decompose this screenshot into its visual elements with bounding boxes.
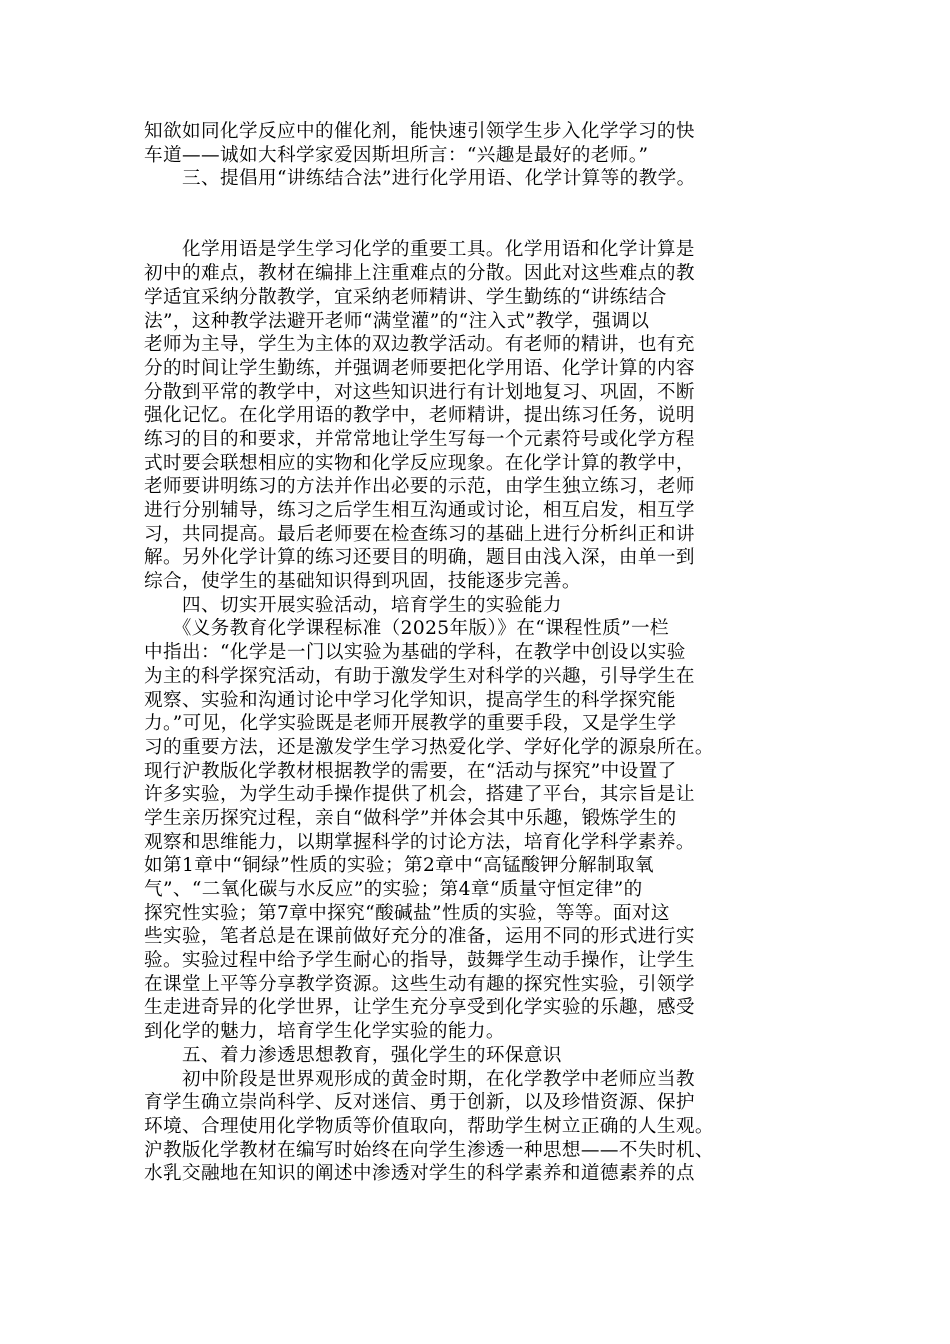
text-line: 探究性实验；第7章中探究“酸碱盐”性质的实验，等等。面对这 (144, 902, 670, 924)
text-line: 为主的科学探究活动，有助于激发学生对科学的兴趣，引导学生在 (144, 665, 695, 687)
text-line: 《义务教育化学课程标准（2025年版）》在“课程性质”一栏 (144, 618, 669, 640)
text-line: 环境、合理使用化学物质等价值取向，帮助学生树立正确的人生观。 (144, 1115, 714, 1137)
text-line: 老师要讲明练习的方法并作出必要的示范，由学生独立练习，老师 (144, 476, 695, 498)
text-line: 式时要会联想相应的实物和化学反应现象。在化学计算的教学中， (144, 452, 695, 474)
blank-line (144, 215, 804, 239)
text-line: 强化记忆。在化学用语的教学中，老师精讲，提出练习任务，说明 (144, 405, 695, 427)
text-line: 综合，使学生的基础知识得到巩固，技能逐步完善。 (144, 571, 581, 593)
text-line: 分的时间让学生勤练，并强调老师要把化学用语、化学计算的内容 (144, 357, 695, 379)
text-line: 学适宜采纳分散教学，宜采纳老师精讲、学生勤练的“讲练结合 (144, 286, 667, 308)
text-line: 些实验，笔者总是在课前做好充分的准备，运用不同的形式进行实 (144, 926, 695, 948)
text-line: 力。”可见，化学实验既是老师开展教学的重要手段，又是学生学 (144, 713, 677, 735)
body-text (144, 120, 804, 1186)
text-line: 知欲如同化学反应中的催化剂，能快速引领学生步入化学学习的快 (144, 121, 695, 142)
text-line: 老师为主导，学生为主体的双边教学活动。有老师的精讲，也有充 (144, 334, 695, 356)
text-line: 解。另外化学计算的练习还要目的明确，题目由浅入深，由单一到 (144, 547, 695, 569)
text-line: 车道——诚如大科学家爱因斯坦所言：“兴趣是最好的老师。” (144, 144, 649, 166)
text-line: 学生亲历探究过程，亲自“做科学”并体会其中乐趣，锻炼学生的 (144, 807, 677, 829)
text-line: 初中阶段是世界观形成的黄金时期，在化学教学中老师应当教 (144, 1068, 695, 1090)
text-line: 如第1章中“铜绿”性质的实验；第2章中“高锰酸钾分解制取氧 (144, 855, 655, 877)
text-line: 生走进奇异的化学世界，让学生充分享受到化学实验的乐趣，感受 (144, 997, 695, 1019)
text-line: 化学用语是学生学习化学的重要工具。化学用语和化学计算是 (144, 239, 695, 261)
text-line: 观察、实验和沟通讨论中学习化学知识，提高学生的科学探究能 (144, 689, 676, 711)
text-line: 现行沪教版化学教材根据教学的需要，在“活动与探究”中设置了 (144, 760, 677, 782)
blank-line (144, 191, 804, 215)
text-line: 在课堂上平等分享教学资源。这些生动有趣的探究性实验，引领学 (144, 973, 695, 995)
text-line: 法”，这种教学法避开老师“满堂灌”的“注入式”教学，强调以 (144, 310, 650, 332)
text-line: 中指出：“化学是一门以实验为基础的学科，在教学中创设以实验 (144, 642, 686, 664)
text-line: 许多实验，为学生动手操作提供了机会，搭建了平台，其宗旨是让 (144, 784, 695, 806)
section-heading-3: 三、提倡用“讲练结合法”进行化学用语、化学计算等的教学。 (144, 168, 696, 190)
text-line: 水乳交融地在知识的阐述中渗透对学生的科学素养和道德素养的点 (144, 1163, 695, 1185)
text-line: 分散到平常的教学中，对这些知识进行有计划地复习、巩固，不断 (144, 381, 695, 403)
text-line: 到化学的魅力，培育学生化学实验的能力。 (144, 1021, 505, 1043)
text-line: 验。实验过程中给予学生耐心的指导，鼓舞学生动手操作，让学生 (144, 950, 695, 972)
text-line: 练习的目的和要求，并常常地让学生写每一个元素符号或化学方程 (144, 428, 695, 450)
text-line: 气”、“二氧化碳与水反应”的实验；第4章“质量守恒定律”的 (144, 879, 643, 900)
text-line: 习的重要方法，还是激发学生学习热爱化学、学好化学的源泉所在。 (144, 736, 714, 758)
text-line: 进行分别辅导，练习之后学生相互沟通或讨论，相互启发，相互学 (144, 500, 695, 521)
text-line: 育学生确立崇尚科学、反对迷信、勇于创新，以及珍惜资源、保护 (144, 1092, 695, 1114)
text-line: 初中的难点，教材在编排上注重难点的分散。因此对这些难点的教 (144, 263, 695, 285)
text-line: 沪教版化学教材在编写时始终在向学生渗透一种思想——不失时机、 (144, 1139, 714, 1161)
text-line: 观察和思维能力，以期掌握科学的讨论方法，培育化学科学素养。 (144, 831, 695, 853)
text-line: 习，共同提高。最后老师要在检查练习的基础上进行分析纠正和讲 (144, 523, 695, 545)
section-heading-4: 四、切实开展实验活动，培育学生的实验能力 (144, 594, 562, 616)
section-heading-5: 五、着力渗透思想教育，强化学生的环保意识 (144, 1044, 562, 1066)
